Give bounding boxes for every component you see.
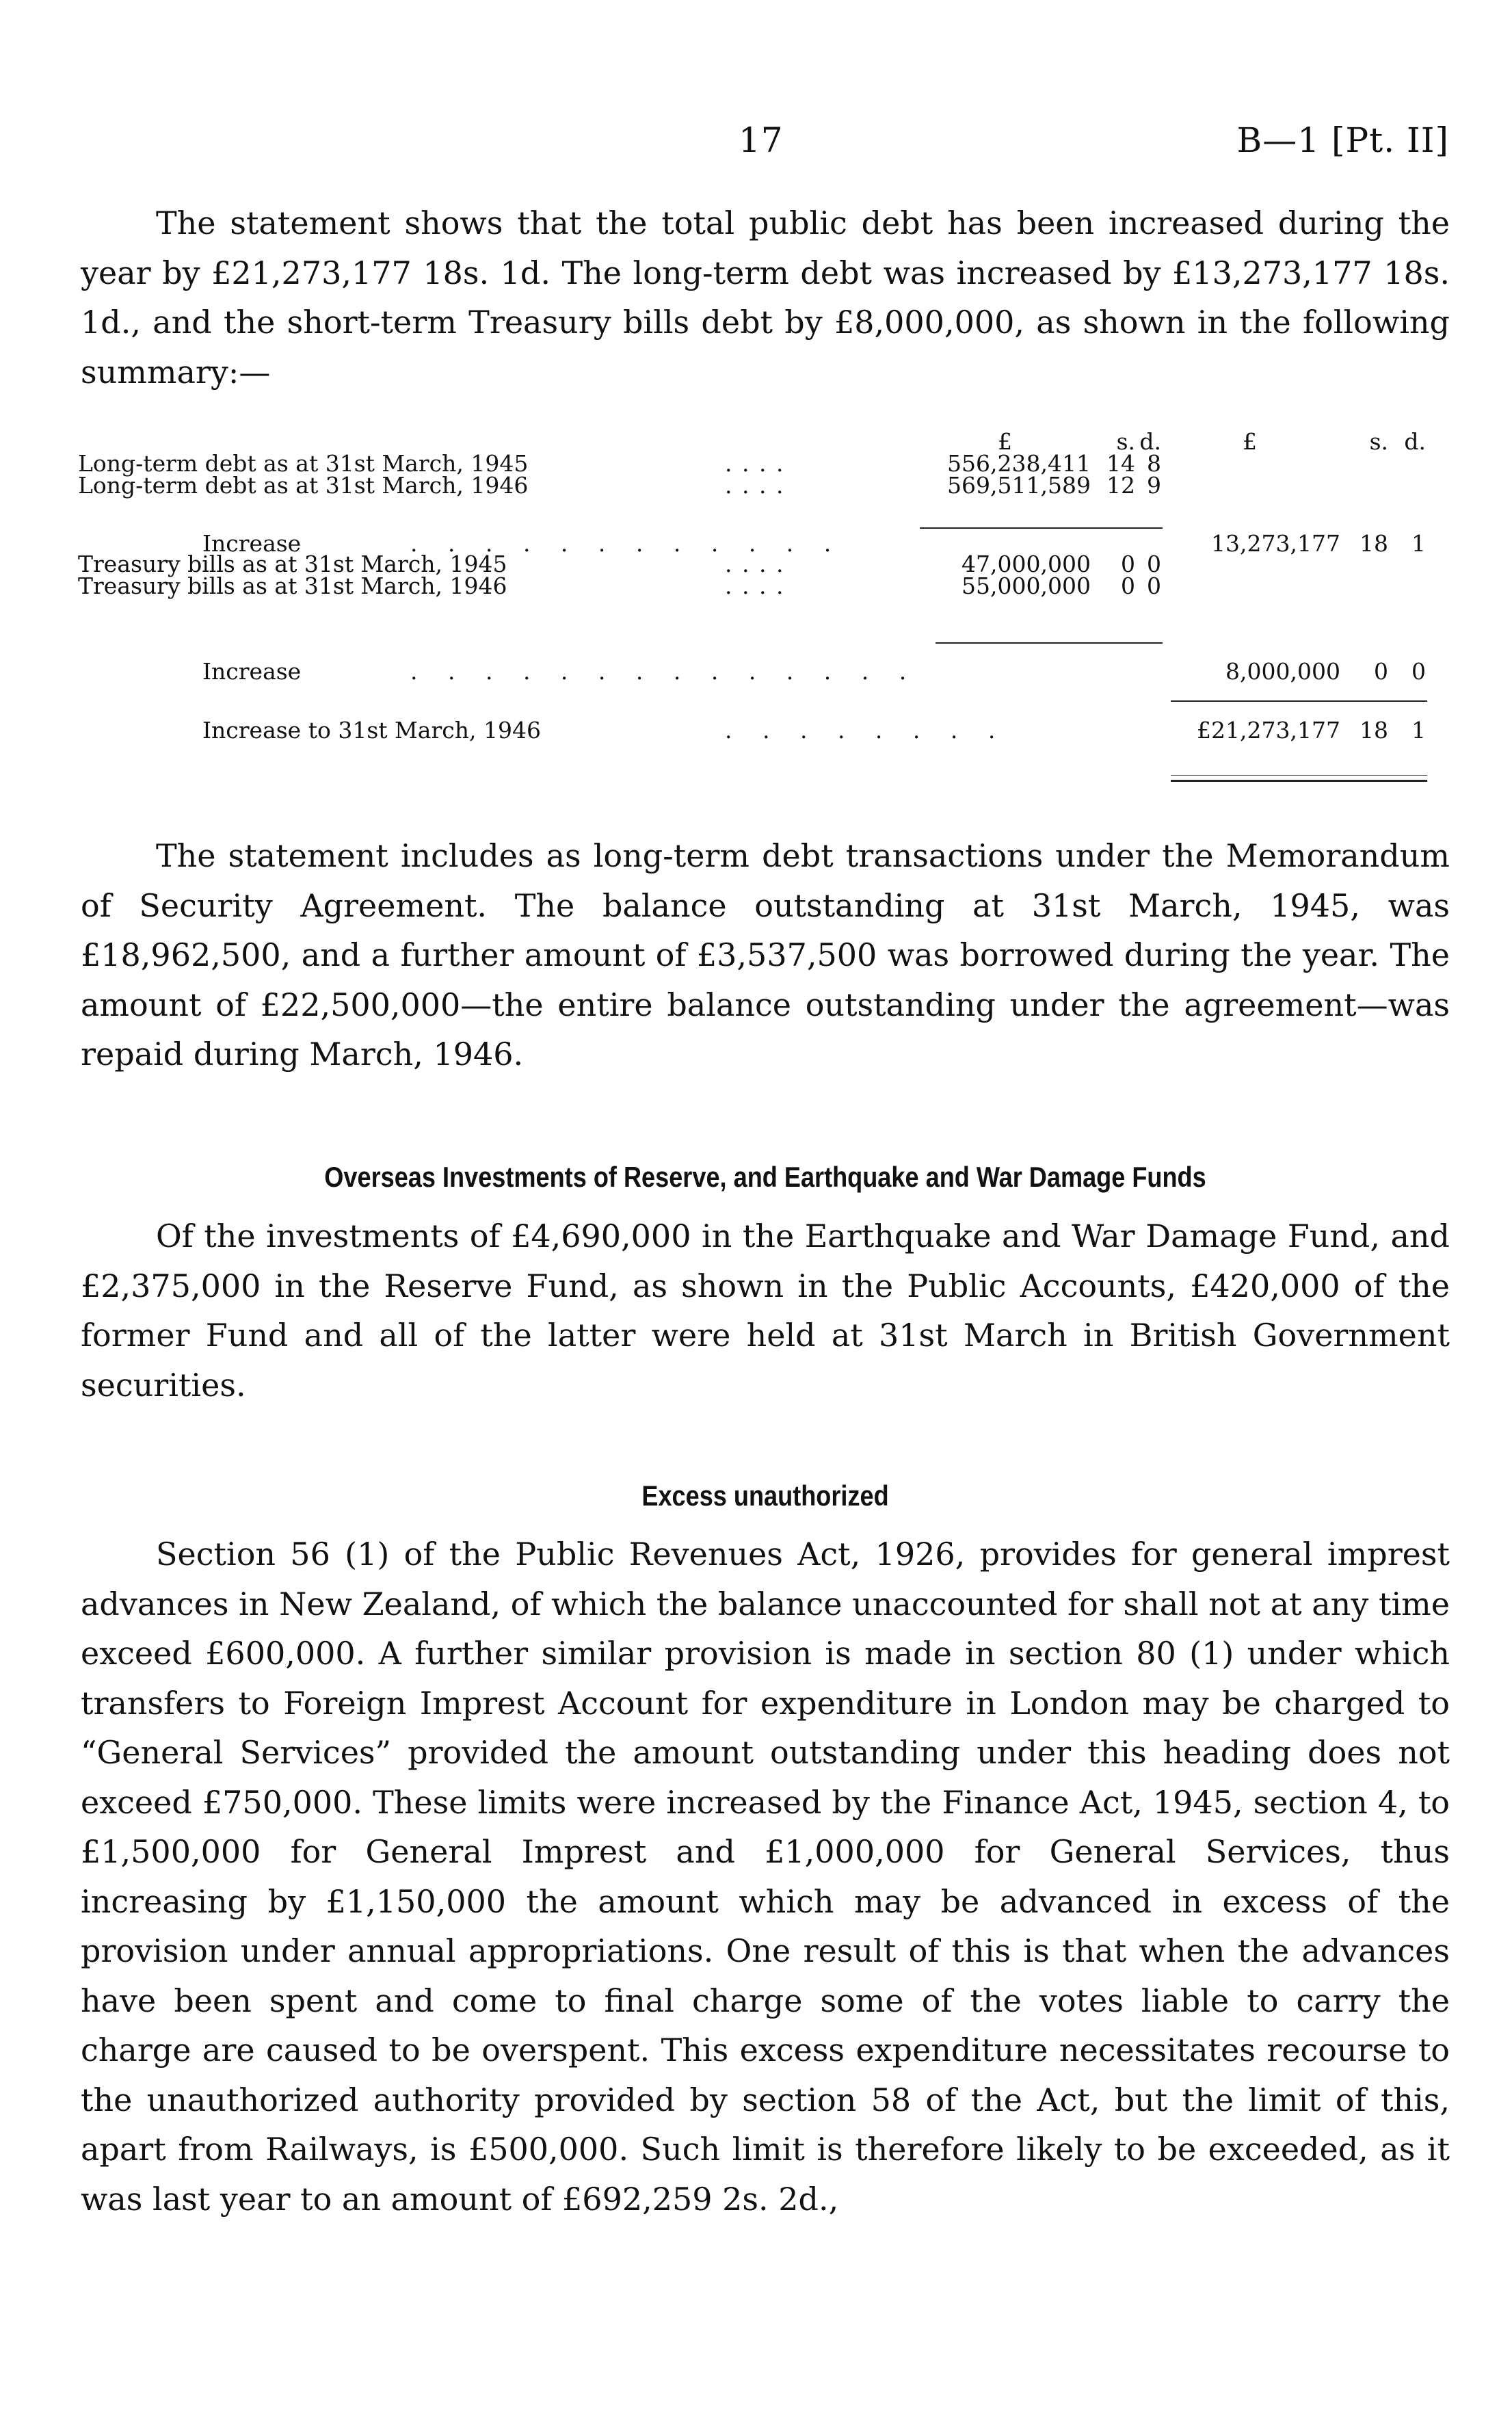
- col2-shillings: 18: [1360, 530, 1388, 557]
- col2-pence: 1: [1411, 530, 1426, 557]
- row-label: Long-term debt as at 31st March, 1946: [78, 472, 529, 499]
- paragraph-text: Of the investments of £4,690,000 in the Earthquake and War Damage Fund, and £2,375,000 in the Reserve Fund, as shown in the Public Accounts, £420,000 of the former Fund and all of the latter were held at 31st March in British Government securities.: [81, 1218, 1450, 1404]
- table-row-total: [0, 717, 1512, 744]
- col1-pounds: 556,238,411: [947, 450, 1091, 477]
- col1-pounds: 47,000,000: [961, 551, 1091, 577]
- col2-pence: 0: [1411, 658, 1426, 685]
- paragraph-text: Section 56 (1) of the Public Revenues Act, 1926, provides for general imprest advances in New Zealand, of which the balance unaccounted for shall not at any time exceed £600,000. A further similar provision is made in section 80 (1) under which transfers to Foreign Imprest Account for expenditure in London may be charged to “General Services” provided the amount outstanding under this heading does not exceed £750,000. These limits were increased by the Finance Act, 1945, section 4, to £1,500,000 for General Imprest and £1,000,000 for General Services, thus increasing by £1,150,000 the amount which may be advanced in excess of the provision under annual appropriations. One result of this is that when the advances have been spent and come to final charge some of the votes liable to carry the charge are caused to be overspent. This excess expenditure necessitates recourse to the unauthorized authority provided by section 58 of the Act, but the limit of this, apart from Railways, is £500,000. Such limit is therefore likely to be exceeded, as it was last year to an amount of £692,259 2s. 2d.,: [81, 1536, 1450, 2218]
- row-label: Increase: [202, 530, 302, 557]
- col2-pounds: £21,273,177: [1197, 717, 1340, 744]
- table-header-row: [0, 428, 1512, 453]
- col1-shillings-header: s.: [1116, 428, 1135, 455]
- document-reference: B—1 [Pt. II]: [1236, 120, 1449, 160]
- col2-pounds: 13,273,177: [1211, 530, 1340, 557]
- row-label: Treasury bills as at 31st March, 1946: [78, 573, 507, 599]
- leader-dots: . . . .: [725, 472, 785, 499]
- col1-pence: 8: [1147, 450, 1161, 477]
- col2-pence: 1: [1411, 717, 1426, 744]
- leader-dots: . . . . . . . . . . . .: [410, 530, 833, 557]
- paragraph-security-agreement: [81, 831, 1450, 1079]
- col2-shillings-header: s.: [1369, 428, 1388, 455]
- col2-shillings: 0: [1374, 658, 1388, 685]
- subtotal-rule: [920, 527, 1163, 529]
- col1-pence: 9: [1147, 472, 1161, 499]
- table-row: [0, 450, 1512, 475]
- col1-shillings: 12: [1106, 472, 1135, 499]
- col1-shillings: 14: [1106, 450, 1135, 477]
- col1-pounds-header: £: [998, 428, 1012, 455]
- col1-pounds: 55,000,000: [961, 573, 1091, 599]
- row-label: Increase to 31st March, 1946: [202, 717, 541, 744]
- row-label: Increase: [202, 658, 302, 685]
- section-heading-excess-unauthorized: Excess unauthorized: [641, 1480, 889, 1512]
- col2-pounds-header: £: [1243, 428, 1257, 455]
- col1-pounds: 569,511,589: [947, 472, 1091, 499]
- paragraph-overseas-investments: [81, 1211, 1450, 1410]
- col1-pence-header: d.: [1139, 428, 1161, 455]
- paragraph-text: The statement includes as long-term debt transactions under the Memorandum of Security Agreement. The balance outstanding at 31st March, 1945, was £18,962,500, and a further amount of £3,537,500 was borrowed during the year. The amount of £22,500,000—the entire balance outstanding under the agreement—was repaid during March, 1946.: [81, 837, 1450, 1073]
- subtotal-rule: [936, 642, 1163, 644]
- double-rule-top: [1171, 775, 1427, 776]
- leader-dots: . . . . . . . . . . . . . .: [410, 658, 908, 685]
- col1-shillings: 0: [1121, 551, 1135, 577]
- col1-pence: 0: [1147, 573, 1161, 599]
- leader-dots: . . . .: [725, 573, 785, 599]
- table-row: [0, 573, 1512, 597]
- row-label: Long-term debt as at 31st March, 1945: [78, 450, 529, 477]
- col2-shillings: 18: [1360, 717, 1388, 744]
- col1-shillings: 0: [1121, 573, 1135, 599]
- table-row: [0, 658, 1512, 683]
- page-number: 17: [739, 120, 784, 160]
- double-rule-bottom: [1171, 780, 1427, 782]
- col1-pence: 0: [1147, 551, 1161, 577]
- section-heading-overseas-investments: Overseas Investments of Reserve, and Earthquake and War Damage Funds: [324, 1161, 1206, 1193]
- paragraph-excess-unauthorized: [81, 1529, 1450, 2224]
- leader-dots: . . . .: [725, 450, 785, 477]
- leader-dots: . . . .: [725, 551, 785, 577]
- col2-pence-header: d.: [1404, 428, 1426, 455]
- total-rule: [1171, 700, 1427, 702]
- paragraph-public-debt-summary: [81, 198, 1450, 397]
- table-row: [0, 551, 1512, 575]
- leader-dots: . . . . . . . .: [725, 717, 997, 744]
- row-label: Treasury bills as at 31st March, 1945: [78, 551, 507, 577]
- paragraph-text: The statement shows that the total public debt has been increased during the year by £21,273,177 18s. 1d. The long-term debt was increased by £13,273,177 18s. 1d., and the short-term Treasury bills debt by £8,000,000, as shown in the following summary:—: [81, 205, 1450, 391]
- col2-pounds: 8,000,000: [1225, 658, 1340, 685]
- table-row: [0, 472, 1512, 497]
